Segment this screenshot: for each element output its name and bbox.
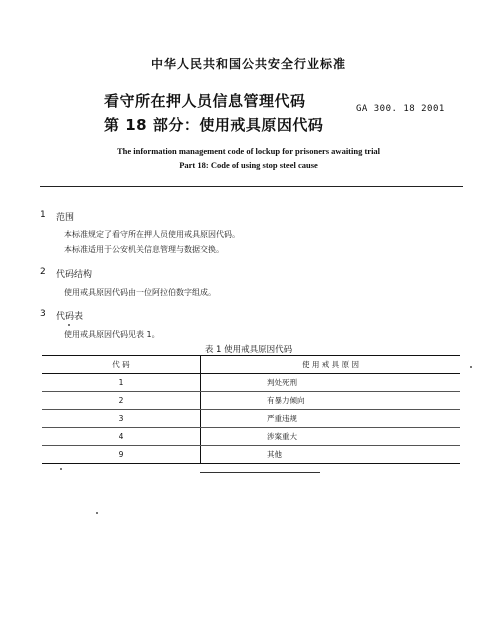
section-title: 范围: [56, 213, 75, 223]
cell-code: 4: [42, 428, 201, 446]
title-line-2: 第 18 部分：使用戒具原因代码: [104, 116, 324, 134]
cell-reason: 严重违规: [201, 410, 461, 428]
section-3-line-1: 使用戒具原因代码见表 1。: [64, 330, 160, 339]
title-line-1: 看守所在押人员信息管理代码: [104, 92, 306, 110]
section-1-line-1: 本标准规定了看守所在押人员使用戒具原因代码。: [64, 230, 240, 239]
standard-category: 中华人民共和国公共安全行业标准: [150, 57, 346, 71]
section-number: 2: [40, 267, 46, 277]
section-number: 3: [40, 309, 46, 319]
end-of-standard-rule: [200, 472, 320, 473]
cell-reason: 涉案重大: [201, 428, 461, 446]
section-title: 代码表: [56, 312, 84, 322]
section-title: 代码结构: [56, 270, 93, 280]
table-row: [42, 410, 460, 428]
scan-speck: [68, 324, 70, 326]
cell-code: 9: [42, 446, 201, 464]
table-caption: 表 1 使用戒具原因代码: [204, 345, 293, 355]
standard-code: GA 300. 18 2001: [356, 104, 445, 114]
title-divider: [40, 186, 463, 187]
section-number: 1: [40, 210, 46, 220]
table-row: [42, 392, 460, 410]
cell-reason: 有暴力倾向: [201, 392, 461, 410]
cell-reason: 其他: [201, 446, 461, 464]
scan-speck: [60, 468, 62, 470]
table-row: [42, 428, 460, 446]
column-header-code: 代 码: [42, 356, 201, 374]
scan-speck: [96, 512, 98, 514]
table-row: [42, 446, 460, 464]
column-header-reason: 使 用 戒 具 原 因: [201, 356, 461, 374]
section-2-line-1: 使用戒具原因代码由一位阿拉伯数字组成。: [64, 288, 216, 297]
section-1-line-2: 本标准适用于公安机关信息管理与数据交换。: [64, 245, 224, 254]
cell-reason: 判处死刑: [201, 374, 461, 392]
english-title-line-2: Part 18: Code of using stop steel cause: [179, 160, 318, 170]
english-title-line-1: The information management code of lockup for prisoners awaiting trial: [116, 146, 381, 156]
cell-code: 1: [42, 374, 201, 392]
code-table: [42, 355, 460, 464]
table-row: [42, 374, 460, 392]
scan-speck: [470, 366, 472, 368]
cell-code: 3: [42, 410, 201, 428]
table-header-row: [42, 356, 460, 374]
cell-code: 2: [42, 392, 201, 410]
